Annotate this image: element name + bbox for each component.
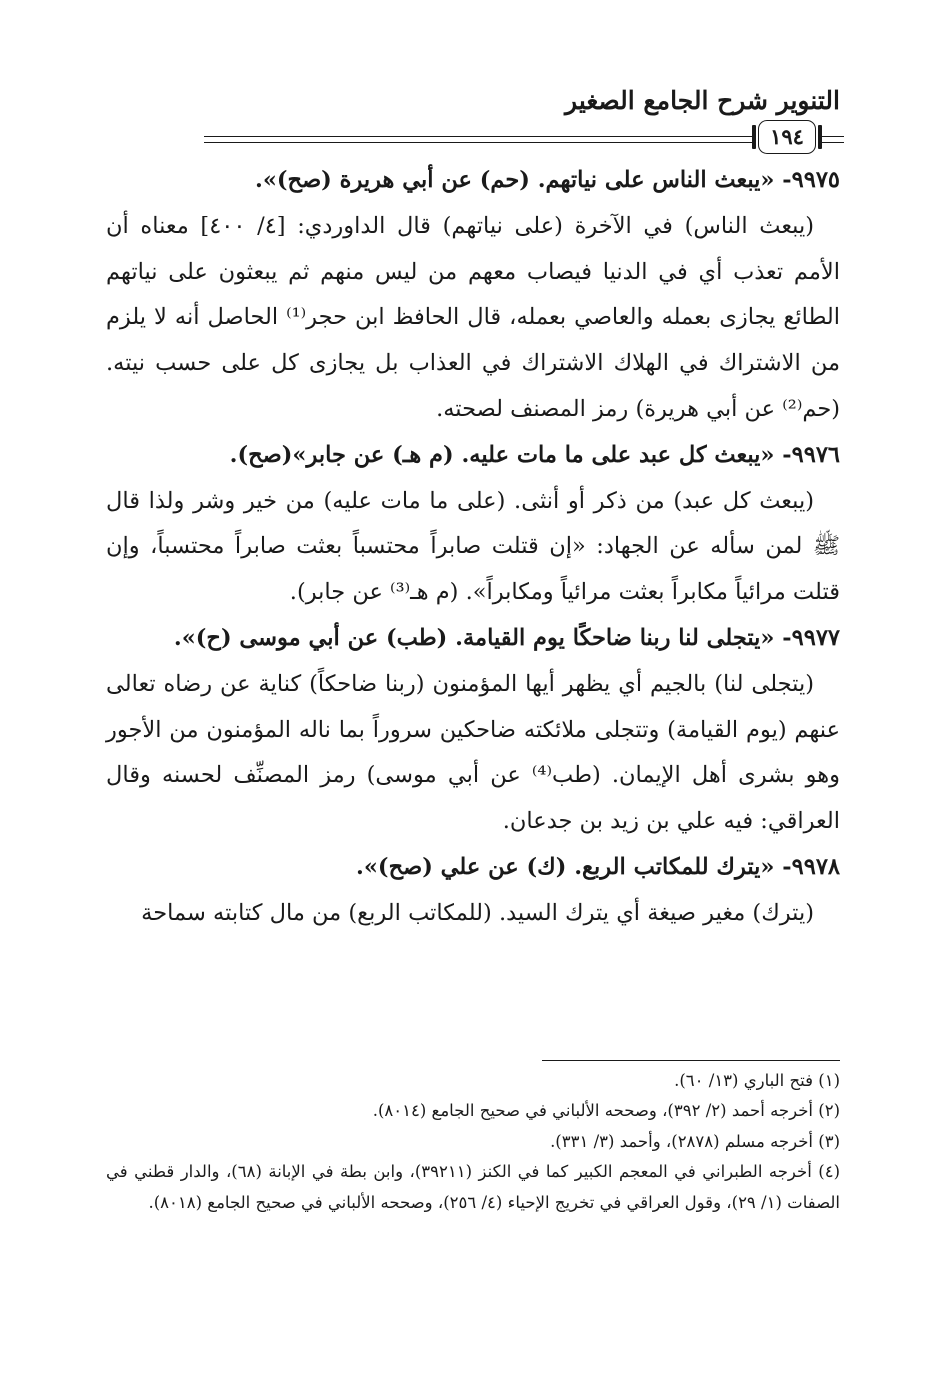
page-number-frame xyxy=(758,120,816,154)
footnote: (٤) أخرجه الطبراني في المعجم الكبير كما في الكنز (٣٩٢١١)، وابن بطة في الإبانة (٦٨)، والدار قطني في الصفات (١/ ٢٩)، وقول العراقي في تخريج الإحياء (٤/ ٢٥٦)، وصححه الألباني في صحيح الجامع (٨٠١٨). xyxy=(106,1162,840,1212)
page-number: ١٩٤ xyxy=(770,124,804,149)
hadith-entry: ٩٩٧٦- «يبعث كل عبد على ما مات عليه. (م هـ) عن جابر»(صح). xyxy=(229,441,840,468)
main-text xyxy=(106,158,840,937)
footnote: (٣) أخرجه مسلم (٢٨٧٨)، وأحمد (٣/ ٣٣١). xyxy=(550,1131,840,1151)
commentary-paragraph: (يترك) مغير صيغة أي يترك السيد. (للمكاتب الربع) من مال كتابته سماحة xyxy=(141,899,814,926)
running-title: التنوير شرح الجامع الصغير xyxy=(565,86,840,115)
header-rule xyxy=(204,136,752,137)
commentary-paragraph: (يبعث الناس) في الآخرة (على نياتهم) قال الداوردي: [٤/ ٤٠٠] معناه أن الأمم تعذب أي في الدنيا فيصاب معهم من ليس منهم ثم يبعثون على نياتهم الطائع يجازى بعمله والعاصي بعمله، قال الحافظ ابن حجر⁽¹⁾ الحاصل أنه لا يلزم من الاشتراك في الهلاك الاشتراك في العذاب بل يجازى كل على حسب نيته. (حم⁽²⁾ عن أبي هريرة) رمز المصنف لصحته. xyxy=(106,212,841,422)
hadith-entry: ٩٩٧٧- «يتجلى لنا ربنا ضاحكًا يوم القيامة. (طب) عن أبي موسى (ح)». xyxy=(173,624,840,651)
hadith-entry: ٩٩٧٥- «يبعث الناس على نياتهم. (حم) عن أبي هريرة (صح)». xyxy=(255,167,840,193)
hadith-entry: ٩٩٧٨- «يترك للمكاتب الربع. (ك) عن علي (صح)». xyxy=(356,853,840,880)
footnote-separator xyxy=(542,1060,840,1061)
footnote: (١) فتح الباري (١٣/ ٦٠). xyxy=(674,1071,840,1090)
commentary-paragraph: (يبعث كل عبد) من ذكر أو أنثى. (على ما مات عليه) من خير وشر ولذا قال ﷺ لمن سأله عن الجهاد: «إن قتلت صابراً محتسباً بعثت صابراً محتسباً، وإن قتلت مرائياً مكابراً بعثت مرائياً ومكابراً». (م هـ⁽³⁾ عن جابر). xyxy=(106,487,840,606)
header-rule xyxy=(204,142,752,143)
commentary-paragraph: (يتجلى لنا) بالجيم أي يظهر أيها المؤمنون (ربنا ضاحكاً) كناية عن رضاه تعالى عنهم (يوم القيامة) وتتجلى ملائكته ضاحكين سروراً بما ناله المؤمنون من الأجور وهو بشرى أهل الإيمان. (طب⁽⁴⁾ عن أبي موسى) رمز المصنِّف لحسنه وقال العراقي: فيه علي بن زيد بن جدعان. xyxy=(106,670,840,835)
footnote: (٢) أخرجه أحمد (٢/ ٣٩٢)، وصححه الألباني في صحيح الجامع (٨٠١٤). xyxy=(372,1101,840,1121)
footnotes xyxy=(106,1066,840,1218)
